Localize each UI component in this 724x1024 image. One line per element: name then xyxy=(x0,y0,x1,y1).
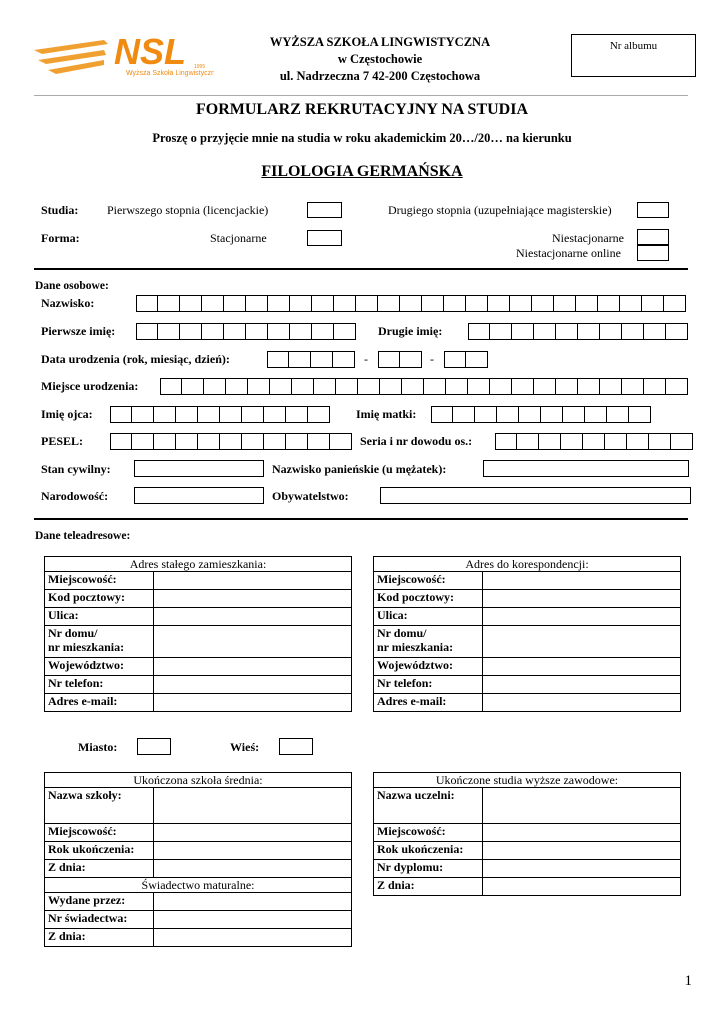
first-name-cell[interactable] xyxy=(334,323,356,340)
birth-place-cell[interactable] xyxy=(512,378,534,395)
corr-email-field[interactable] xyxy=(482,694,680,712)
perm-email-field[interactable] xyxy=(153,694,351,712)
birth-place-cell[interactable] xyxy=(600,378,622,395)
surname-cell[interactable] xyxy=(532,295,554,312)
studia-label: Studia: xyxy=(41,203,79,217)
forma-label: Forma: xyxy=(41,231,80,245)
father-name-cell[interactable] xyxy=(220,406,242,423)
forma-part-time-checkbox[interactable] xyxy=(637,229,669,245)
first-name-cell[interactable] xyxy=(158,323,180,340)
birth-place-cell[interactable] xyxy=(622,378,644,395)
first-name-cell[interactable] xyxy=(312,323,334,340)
surname-cell[interactable] xyxy=(576,295,598,312)
school-place-label: Miejscowość: xyxy=(45,824,154,842)
secondary-school-header: Ukończona szkoła średnia: xyxy=(45,773,352,788)
pesel-cell[interactable] xyxy=(110,433,132,450)
id-document-cell[interactable] xyxy=(583,433,605,450)
school-header xyxy=(230,34,530,85)
corr-email-label: Adres e-mail: xyxy=(374,694,483,712)
nationality-label: Narodowość: xyxy=(41,489,109,503)
logo-text: NSL xyxy=(114,31,186,72)
university-year-label: Rok ukończenia: xyxy=(374,842,483,860)
id-document-cell[interactable] xyxy=(649,433,671,450)
civil-status-field[interactable] xyxy=(134,460,264,477)
school-city: w Częstochowie xyxy=(337,52,423,66)
surname-cells[interactable] xyxy=(136,295,686,312)
logo-graphic xyxy=(34,28,214,80)
father-name-cell[interactable] xyxy=(286,406,308,423)
citizenship-field[interactable] xyxy=(380,487,691,504)
perm-city-field[interactable] xyxy=(153,572,351,590)
surname-cell[interactable] xyxy=(268,295,290,312)
university-place-label: Miejscowość: xyxy=(374,824,483,842)
father-name-cell[interactable] xyxy=(110,406,132,423)
first-name-cell[interactable] xyxy=(268,323,290,340)
cert-date-field[interactable] xyxy=(153,929,351,947)
higher-studies-header: Ukończone studia wyższe zawodowe: xyxy=(374,773,681,788)
page-number: 1 xyxy=(684,973,692,989)
higher-studies-table xyxy=(373,772,681,896)
nsl-logo xyxy=(34,28,214,80)
citizenship-label: Obywatelstwo: xyxy=(272,489,349,503)
father-name-cell[interactable] xyxy=(264,406,286,423)
maiden-name-label: Nazwisko panieńskie (u mężatek): xyxy=(272,462,447,476)
id-document-label: Seria i nr dowodu os.: xyxy=(360,434,473,448)
father-name-cell[interactable] xyxy=(154,406,176,423)
birth-place-cell[interactable] xyxy=(270,378,292,395)
first-name-cell[interactable] xyxy=(202,323,224,340)
first-name-cell[interactable] xyxy=(290,323,312,340)
perm-street-field[interactable] xyxy=(153,608,351,626)
section-divider-1 xyxy=(34,268,688,270)
surname-cell[interactable] xyxy=(598,295,620,312)
form-title: FORMULARZ REKRUTACYJNY NA STUDIA xyxy=(195,101,528,118)
perm-house-field[interactable] xyxy=(153,626,351,658)
village-checkbox[interactable] xyxy=(279,738,313,755)
surname-cell[interactable] xyxy=(642,295,664,312)
birth-place-cell[interactable] xyxy=(160,378,182,395)
album-number-box[interactable] xyxy=(571,34,696,77)
form-subtitle: Proszę o przyjęcie mnie na studia w roku akademickim 20…/20… na kierunku xyxy=(152,131,572,145)
surname-cell[interactable] xyxy=(180,295,202,312)
birth-place-cell[interactable] xyxy=(182,378,204,395)
birth-place-cell[interactable] xyxy=(556,378,578,395)
pesel-cell[interactable] xyxy=(308,433,330,450)
first-name-cell[interactable] xyxy=(180,323,202,340)
second-name-cell[interactable] xyxy=(490,323,512,340)
nationality-field[interactable] xyxy=(134,487,264,504)
father-name-cell[interactable] xyxy=(242,406,264,423)
cert-number-label: Nr świadectwa: xyxy=(45,911,154,929)
pesel-cell[interactable] xyxy=(198,433,220,450)
perm-phone-label: Nr telefon: xyxy=(45,676,154,694)
city-checkbox[interactable] xyxy=(137,738,171,755)
surname-cell[interactable] xyxy=(202,295,224,312)
village-label: Wieś: xyxy=(230,740,260,754)
second-name-label: Drugie imię: xyxy=(378,324,443,338)
birth-place-cell[interactable] xyxy=(534,378,556,395)
diploma-date-label: Z dnia: xyxy=(374,878,483,896)
surname-cell[interactable] xyxy=(664,295,686,312)
corr-house-field[interactable] xyxy=(482,626,680,658)
birth-date-label: Data urodzenia (rok, miesiąc, dzień): xyxy=(41,352,230,366)
corr-street-label: Ulica: xyxy=(374,608,483,626)
birth-place-cell[interactable] xyxy=(402,378,424,395)
mother-name-cell[interactable] xyxy=(453,406,475,423)
logo-year: 1995 xyxy=(194,64,206,70)
birth-place-cell[interactable] xyxy=(490,378,512,395)
corr-province-field[interactable] xyxy=(482,658,680,676)
mother-name-cell[interactable] xyxy=(519,406,541,423)
surname-cell[interactable] xyxy=(334,295,356,312)
corr-phone-field[interactable] xyxy=(482,676,680,694)
id-document-cells[interactable] xyxy=(495,433,693,450)
correspondence-address-table xyxy=(373,556,681,712)
perm-phone-field[interactable] xyxy=(153,676,351,694)
surname-cell[interactable] xyxy=(554,295,576,312)
first-name-cell[interactable] xyxy=(136,323,158,340)
cert-number-field[interactable] xyxy=(153,911,351,929)
second-name-cell[interactable] xyxy=(556,323,578,340)
second-name-cell[interactable] xyxy=(578,323,600,340)
father-name-cell[interactable] xyxy=(176,406,198,423)
birth-place-cell[interactable] xyxy=(666,378,688,395)
corr-house-label: Nr domu/ nr mieszkania: xyxy=(374,626,483,658)
birth-place-cell[interactable] xyxy=(314,378,336,395)
pesel-cell[interactable] xyxy=(264,433,286,450)
surname-label: Nazwisko: xyxy=(41,296,95,310)
birth-place-cell[interactable] xyxy=(644,378,666,395)
second-name-cell[interactable] xyxy=(512,323,534,340)
album-number-label: Nr albumu xyxy=(609,40,658,52)
studia-second-checkbox[interactable] xyxy=(637,202,669,218)
birth-place-cell[interactable] xyxy=(446,378,468,395)
cert-issuer-field[interactable] xyxy=(153,893,351,911)
father-name-cell[interactable] xyxy=(308,406,330,423)
surname-cell[interactable] xyxy=(224,295,246,312)
surname-cell[interactable] xyxy=(246,295,268,312)
id-document-cell[interactable] xyxy=(495,433,517,450)
birth-year-cell[interactable] xyxy=(333,351,355,368)
pesel-cell[interactable] xyxy=(220,433,242,450)
birth-place-cell[interactable] xyxy=(248,378,270,395)
birth-date-dash-1: - xyxy=(364,352,368,366)
forma-option-stationary: Stacjonarne xyxy=(210,231,267,245)
pesel-cell[interactable] xyxy=(242,433,264,450)
corr-street-field[interactable] xyxy=(482,608,680,626)
school-address: ul. Nadrzeczna 7 42-200 Częstochowa xyxy=(279,69,481,83)
forma-option-part-time: Niestacjonarne xyxy=(552,231,624,245)
first-name-cell[interactable] xyxy=(246,323,268,340)
cert-date-label: Z dnia: xyxy=(45,929,154,947)
second-name-cell[interactable] xyxy=(666,323,688,340)
birth-month-cell[interactable] xyxy=(400,351,422,368)
mother-name-cells[interactable] xyxy=(431,406,651,423)
second-name-cells[interactable] xyxy=(468,323,688,340)
forma-online-checkbox[interactable] xyxy=(637,245,669,261)
birth-place-cell[interactable] xyxy=(578,378,600,395)
mother-name-cell[interactable] xyxy=(585,406,607,423)
second-name-cell[interactable] xyxy=(600,323,622,340)
birth-place-label: Miejsce urodzenia: xyxy=(41,379,139,393)
birth-month-cell[interactable] xyxy=(378,351,400,368)
surname-cell[interactable] xyxy=(312,295,334,312)
forma-stationary-checkbox[interactable] xyxy=(307,230,342,246)
surname-cell[interactable] xyxy=(466,295,488,312)
university-name-label: Nazwa uczelni: xyxy=(374,788,483,824)
surname-cell[interactable] xyxy=(158,295,180,312)
surname-cell[interactable] xyxy=(444,295,466,312)
diploma-number-label: Nr dyplomu: xyxy=(374,860,483,878)
father-name-cell[interactable] xyxy=(132,406,154,423)
surname-cell[interactable] xyxy=(510,295,532,312)
birth-place-cell[interactable] xyxy=(292,378,314,395)
father-name-label: Imię ojca: xyxy=(41,407,93,421)
school-date-label: Z dnia: xyxy=(45,860,154,878)
perm-postcode-field[interactable] xyxy=(153,590,351,608)
surname-cell[interactable] xyxy=(290,295,312,312)
university-name-field[interactable] xyxy=(482,788,680,824)
school-name: WYŻSZA SZKOŁA LINGWISTYCZNA xyxy=(269,35,491,49)
school-date-field[interactable] xyxy=(153,860,351,878)
civil-status-label: Stan cywilny: xyxy=(41,462,111,476)
mother-name-cell[interactable] xyxy=(497,406,519,423)
secondary-school-table xyxy=(44,772,352,947)
mother-name-cell[interactable] xyxy=(629,406,651,423)
birth-day-cell[interactable] xyxy=(466,351,488,368)
perm-house-label: Nr domu/ nr mieszkania: xyxy=(45,626,154,658)
mother-name-cell[interactable] xyxy=(431,406,453,423)
id-document-cell[interactable] xyxy=(539,433,561,450)
perm-province-field[interactable] xyxy=(153,658,351,676)
personal-data-heading: Dane osobowe: xyxy=(35,280,109,292)
studia-option-first: Pierwszego stopnia (licencjackie) xyxy=(107,203,269,217)
permanent-address-header: Adres stałego zamieszkania: xyxy=(45,557,352,572)
first-name-label: Pierwsze imię: xyxy=(41,324,116,338)
second-name-cell[interactable] xyxy=(468,323,490,340)
corr-postcode-label: Kod pocztowy: xyxy=(374,590,483,608)
birth-place-cell[interactable] xyxy=(468,378,490,395)
pesel-label: PESEL: xyxy=(41,434,84,448)
birth-day-cell[interactable] xyxy=(444,351,466,368)
studia-option-second: Drugiego stopnia (uzupełniające magisterskie) xyxy=(388,203,612,217)
id-document-cell[interactable] xyxy=(561,433,583,450)
perm-email-label: Adres e-mail: xyxy=(45,694,154,712)
surname-cell[interactable] xyxy=(400,295,422,312)
pesel-cell[interactable] xyxy=(286,433,308,450)
surname-cell[interactable] xyxy=(422,295,444,312)
pesel-cells[interactable] xyxy=(110,433,352,450)
id-document-cell[interactable] xyxy=(605,433,627,450)
surname-cell[interactable] xyxy=(488,295,510,312)
mother-name-cell[interactable] xyxy=(563,406,585,423)
mother-name-label: Imię matki: xyxy=(356,407,417,421)
birth-place-cells[interactable] xyxy=(160,378,688,395)
birth-year-cell[interactable] xyxy=(267,351,289,368)
forma-option-online: Niestacjonarne online xyxy=(516,246,621,260)
corr-city-field[interactable] xyxy=(482,572,680,590)
city-label: Miasto: xyxy=(78,740,118,754)
perm-street-label: Ulica: xyxy=(45,608,154,626)
birth-place-cell[interactable] xyxy=(358,378,380,395)
birth-place-cell[interactable] xyxy=(336,378,358,395)
id-document-cell[interactable] xyxy=(517,433,539,450)
id-document-cell[interactable] xyxy=(627,433,649,450)
maiden-name-field[interactable] xyxy=(483,460,689,477)
birth-year-cells[interactable] xyxy=(267,351,355,368)
first-name-cell[interactable] xyxy=(224,323,246,340)
surname-cell[interactable] xyxy=(378,295,400,312)
birth-place-cell[interactable] xyxy=(380,378,402,395)
perm-postcode-label: Kod pocztowy: xyxy=(45,590,154,608)
school-place-field[interactable] xyxy=(153,824,351,842)
perm-province-label: Województwo: xyxy=(45,658,154,676)
second-name-cell[interactable] xyxy=(622,323,644,340)
studia-first-checkbox[interactable] xyxy=(307,202,342,218)
contact-data-heading: Dane teleadresowe: xyxy=(35,530,131,542)
birth-year-cell[interactable] xyxy=(289,351,311,368)
permanent-address-table xyxy=(44,556,352,712)
birth-month-cells[interactable] xyxy=(378,351,422,368)
corr-province-label: Województwo: xyxy=(374,658,483,676)
cert-issuer-label: Wydane przez: xyxy=(45,893,154,911)
university-place-field[interactable] xyxy=(482,824,680,842)
mother-name-cell[interactable] xyxy=(541,406,563,423)
pesel-cell[interactable] xyxy=(132,433,154,450)
birth-year-cell[interactable] xyxy=(311,351,333,368)
second-name-cell[interactable] xyxy=(644,323,666,340)
corr-phone-label: Nr telefon: xyxy=(374,676,483,694)
id-document-cell[interactable] xyxy=(671,433,693,450)
corr-postcode-field[interactable] xyxy=(482,590,680,608)
university-year-field[interactable] xyxy=(482,842,680,860)
birth-day-cells[interactable] xyxy=(444,351,488,368)
pesel-cell[interactable] xyxy=(154,433,176,450)
father-name-cell[interactable] xyxy=(198,406,220,423)
father-name-cells[interactable] xyxy=(110,406,330,423)
birth-place-cell[interactable] xyxy=(424,378,446,395)
maturity-certificate-header: Świadectwo maturalne: xyxy=(45,878,352,893)
first-name-cells[interactable] xyxy=(136,323,356,340)
surname-cell[interactable] xyxy=(620,295,642,312)
perm-city-label: Miejscowość: xyxy=(45,572,154,590)
diploma-date-field[interactable] xyxy=(482,878,680,896)
pesel-cell[interactable] xyxy=(330,433,352,450)
second-name-cell[interactable] xyxy=(534,323,556,340)
diploma-number-field[interactable] xyxy=(482,860,680,878)
corr-city-label: Miejscowość: xyxy=(374,572,483,590)
school-year-field[interactable] xyxy=(153,842,351,860)
birth-place-cell[interactable] xyxy=(226,378,248,395)
school-year-label: Rok ukończenia: xyxy=(45,842,154,860)
mother-name-cell[interactable] xyxy=(607,406,629,423)
logo-subtitle: Wyższa Szkoła Lingwistyczna xyxy=(126,70,214,77)
section-divider-2 xyxy=(34,518,688,520)
surname-cell[interactable] xyxy=(136,295,158,312)
birth-place-cell[interactable] xyxy=(204,378,226,395)
pesel-cell[interactable] xyxy=(176,433,198,450)
field-of-study: FILOLOGIA GERMAŃSKA xyxy=(261,163,463,180)
surname-cell[interactable] xyxy=(356,295,378,312)
correspondence-address-header: Adres do korespondencji: xyxy=(374,557,681,572)
school-name-field[interactable] xyxy=(153,788,351,824)
header-divider xyxy=(34,95,688,96)
mother-name-cell[interactable] xyxy=(475,406,497,423)
school-name-label: Nazwa szkoły: xyxy=(45,788,154,824)
birth-date-dash-2: - xyxy=(430,352,434,366)
